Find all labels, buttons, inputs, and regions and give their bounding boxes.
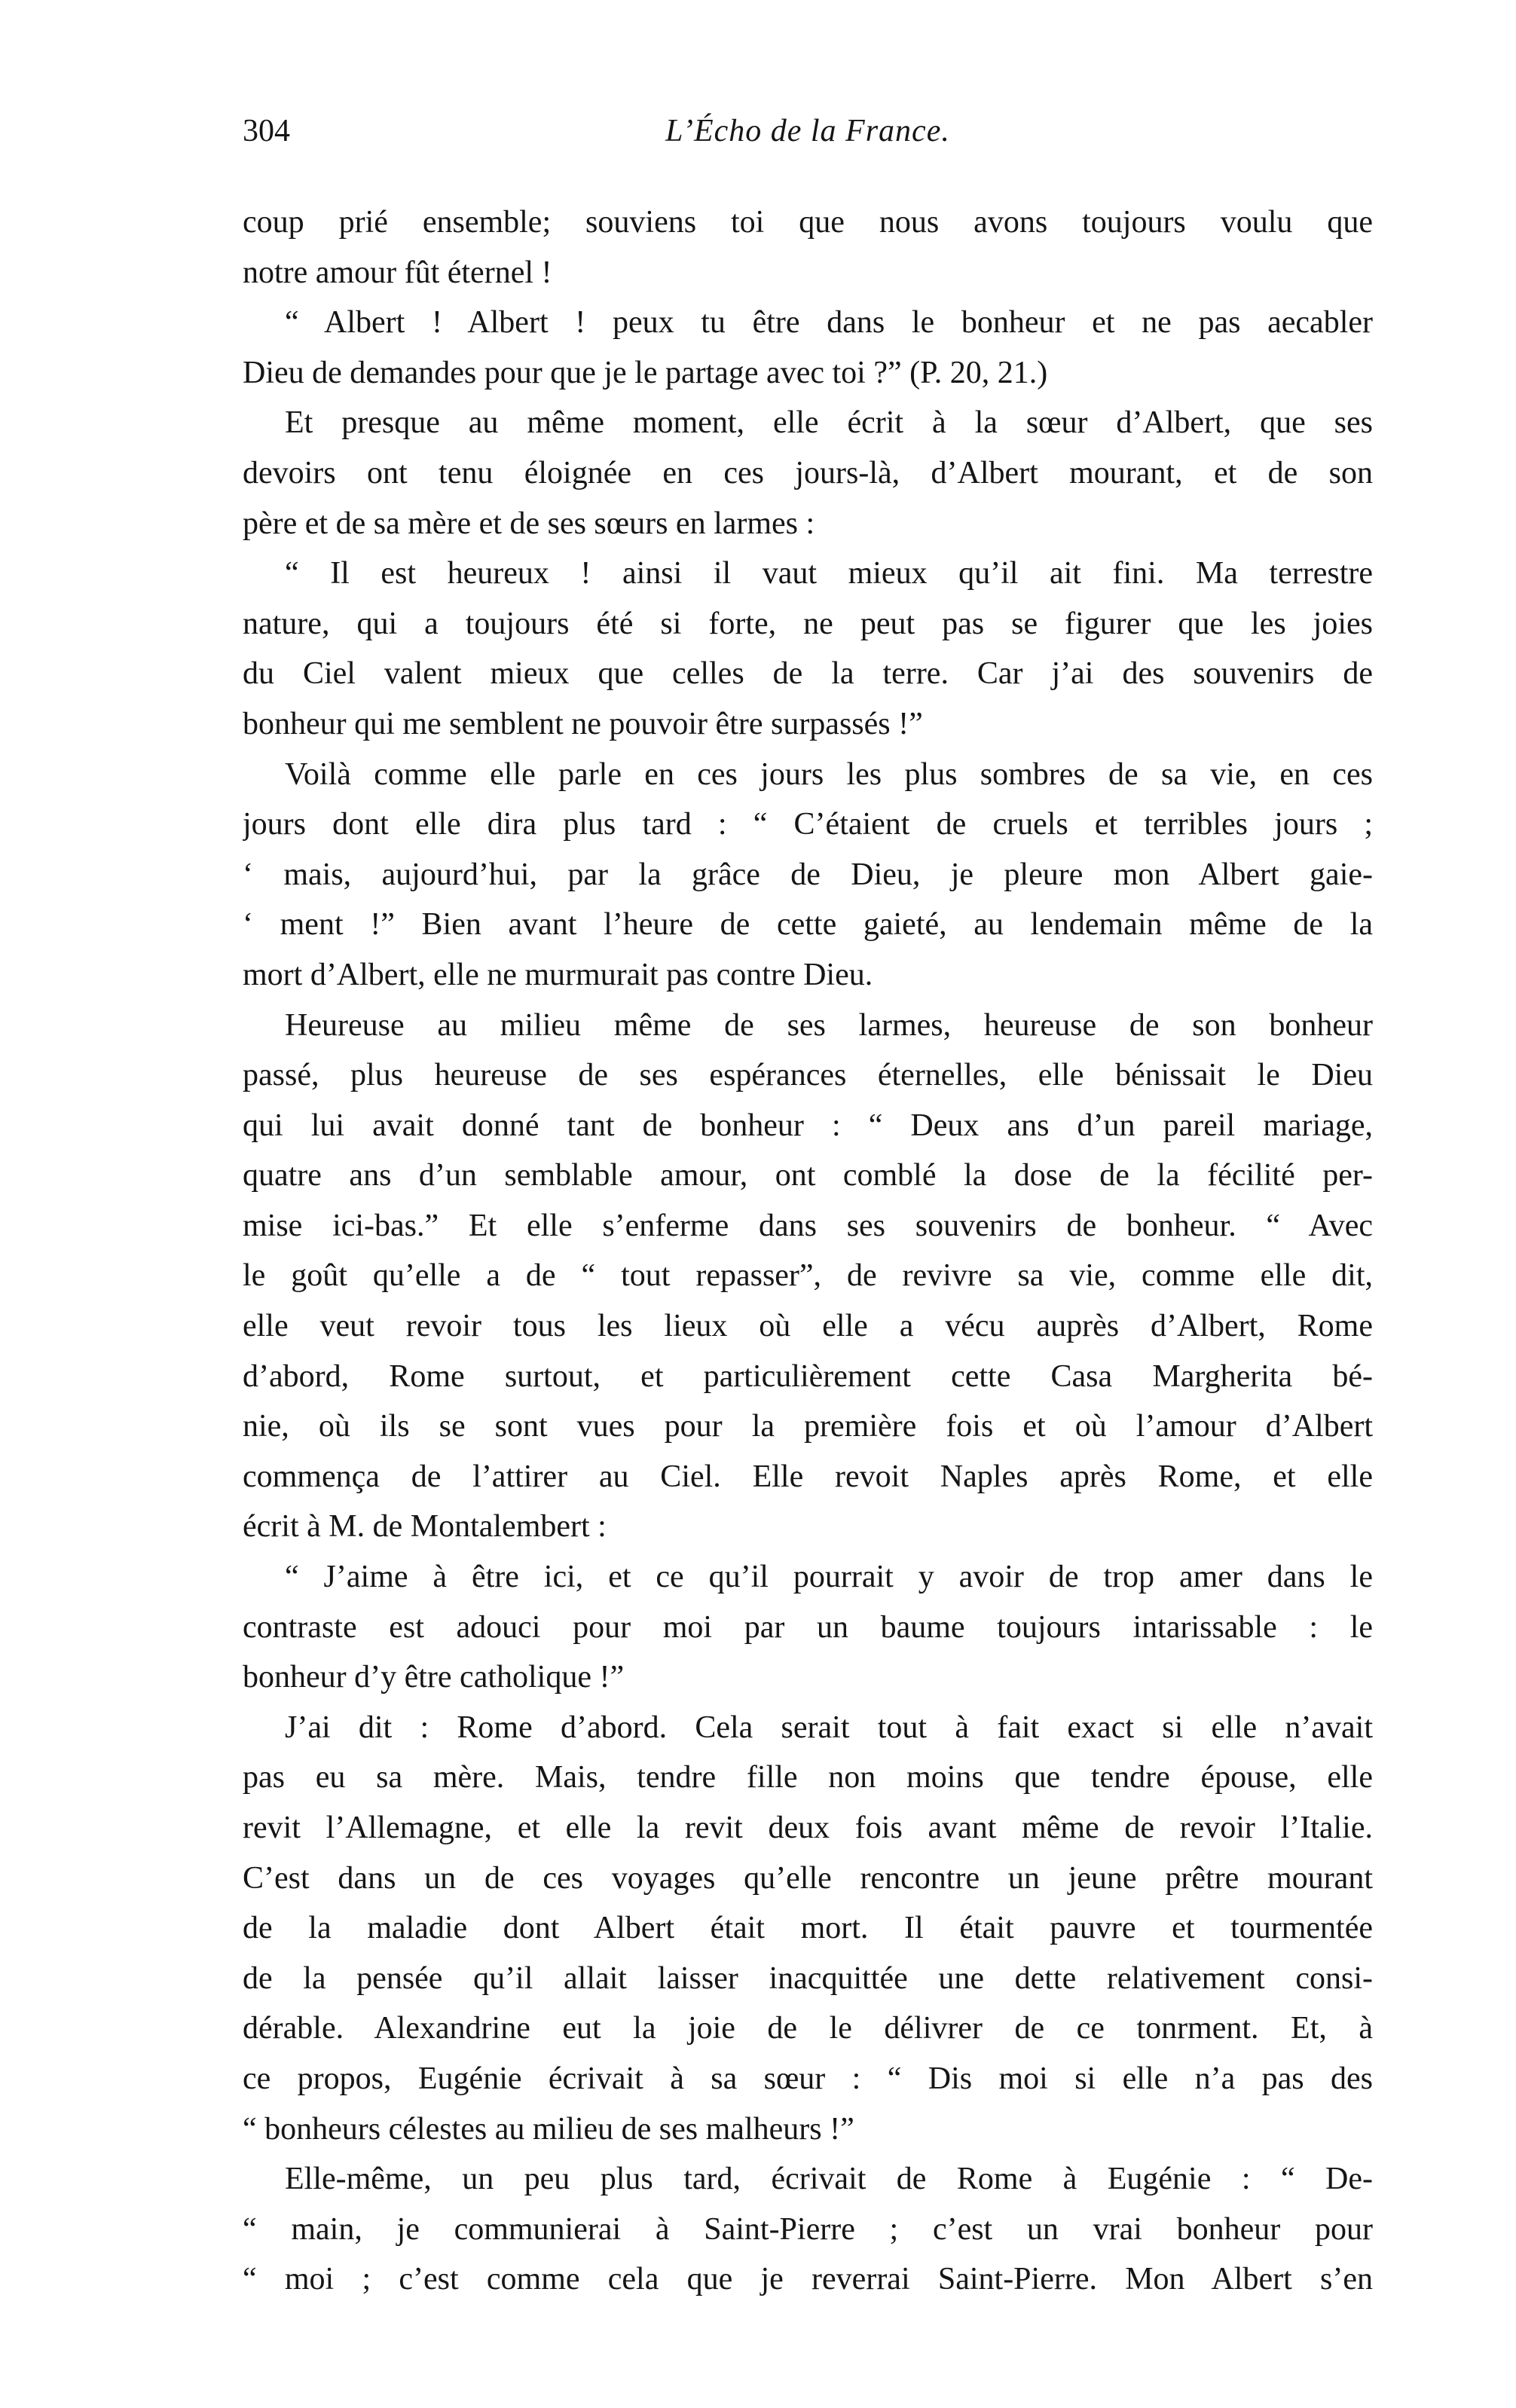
text-line: Voilà comme elle parle en ces jours les plus sombres de sa vie, en ces <box>285 756 1373 792</box>
text-line: mort d’Albert, elle ne murmurait pas contre Dieu. <box>243 957 873 992</box>
text-line: nie, où ils se sont vues pour la première fois et où l’amour d’Albert <box>243 1409 1373 1444</box>
text-line: de la maladie dont Albert était mort. Il était pauvre et tourmentée <box>243 1911 1373 1946</box>
text-line: écrit à M. de Montalembert : <box>243 1509 607 1545</box>
text-line: bonheur d’y être catholique !” <box>243 1660 625 1695</box>
text-line: qui lui avait donné tant de bonheur : “ Deux ans d’un pareil mariage, <box>243 1108 1373 1143</box>
text-line: “ Il est heureux ! ainsi il vaut mieux qu’il ait fini. Ma terrestre <box>285 556 1373 591</box>
text-line: elle veut revoir tous les lieux où elle a vécu auprès d’Albert, Rome <box>243 1309 1373 1344</box>
text-line: C’est dans un de ces voyages qu’elle rencontre un jeune prêtre mourant <box>243 1860 1373 1896</box>
text-line: Heureuse au milieu même de ses larmes, heureuse de son bonheur <box>285 1007 1373 1043</box>
text-line: de la pensée qu’il allait laisser inacquittée une dette relativement consi- <box>243 1960 1373 1996</box>
text-line: jours dont elle dira plus tard : “ C’étaient de cruels et terribles jours ; <box>243 807 1373 842</box>
text-line: Et presque au même moment, elle écrit à la sœur d’Albert, que ses <box>285 405 1373 441</box>
text-line: “ main, je communierai à Saint-Pierre ; c’est un vrai bonheur pour <box>243 2211 1373 2247</box>
text-line: passé, plus heureuse de ses espérances éternelles, elle bénissait le Dieu <box>243 1058 1373 1093</box>
text-line: mise ici-bas.” Et elle s’enferme dans ses souvenirs de bonheur. “ Avec <box>243 1208 1373 1243</box>
text-line: “ J’aime à être ici, et ce qu’il pourrait y avoir de trop amer dans le <box>285 1560 1373 1595</box>
body-text <box>243 197 1373 2305</box>
text-line: dérable. Alexandrine eut la joie de le délivrer de ce tonrment. Et, à <box>243 2011 1373 2046</box>
text-line: père et de sa mère et de ses sœurs en larmes : <box>243 506 815 541</box>
text-line: ‘ ment !” Bien avant l’heure de cette gaieté, au lendemain même de la <box>243 907 1373 943</box>
page-number: 304 <box>243 114 290 148</box>
text-line: commença de l’attirer au Ciel. Elle revoit Naples après Rome, et elle <box>243 1459 1373 1494</box>
text-line: “ moi ; c’est comme cela que je reverrai Saint-Pierre. Mon Albert s’en <box>243 2262 1373 2297</box>
text-line: J’ai dit : Rome d’abord. Cela serait tout à fait exact si elle n’avait <box>285 1710 1373 1745</box>
text-line: Dieu de demandes pour que je le partage avec toi ?” (P. 20, 21.) <box>243 355 1048 390</box>
text-line: contraste est adouci pour moi par un baume toujours intarissable : le <box>243 1609 1373 1645</box>
text-line: ‘ mais, aujourd’hui, par la grâce de Dieu, je pleure mon Albert gaie- <box>243 857 1373 892</box>
text-line: coup prié ensemble; souviens toi que nous avons toujours voulu que <box>243 205 1373 240</box>
text-line: le goût qu’elle a de “ tout repasser”, de revivre sa vie, comme elle dit, <box>243 1258 1373 1294</box>
running-title: L’Écho de la France. <box>665 114 950 148</box>
text-line: bonheur qui me semblent ne pouvoir être surpassés !” <box>243 706 923 741</box>
text-line: “ Albert ! Albert ! peux tu être dans le bonheur et ne pas aecabler <box>285 305 1373 341</box>
text-line: d’abord, Rome surtout, et particulièrement cette Casa Margherita bé- <box>243 1358 1373 1394</box>
text-line: nature, qui a toujours été si forte, ne peut pas se figurer que les joies <box>243 606 1373 641</box>
text-line: Elle-même, un peu plus tard, écrivait de Rome à Eugénie : “ De- <box>285 2162 1373 2197</box>
text-line: revit l’Allemagne, et elle la revit deux fois avant même de revoir l’Italie. <box>243 1811 1373 1845</box>
text-line: du Ciel valent mieux que celles de la terre. Car j’ai des souvenirs de <box>243 656 1373 692</box>
text-line: notre amour fût éternel ! <box>243 255 552 290</box>
text-line: pas eu sa mère. Mais, tendre fille non moins que tendre épouse, elle <box>243 1760 1373 1795</box>
text-line: ce propos, Eugénie écrivait à sa sœur : “ Dis moi si elle n’a pas des <box>243 2061 1373 2096</box>
page-header <box>243 113 1373 158</box>
text-line: quatre ans d’un semblable amour, ont comblé la dose de la fécilité per- <box>243 1158 1373 1193</box>
text-line: devoirs ont tenu éloignée en ces jours-là, d’Albert mourant, et de son <box>243 455 1373 490</box>
text-line: “ bonheurs célestes au milieu de ses malheurs !” <box>243 2111 854 2147</box>
